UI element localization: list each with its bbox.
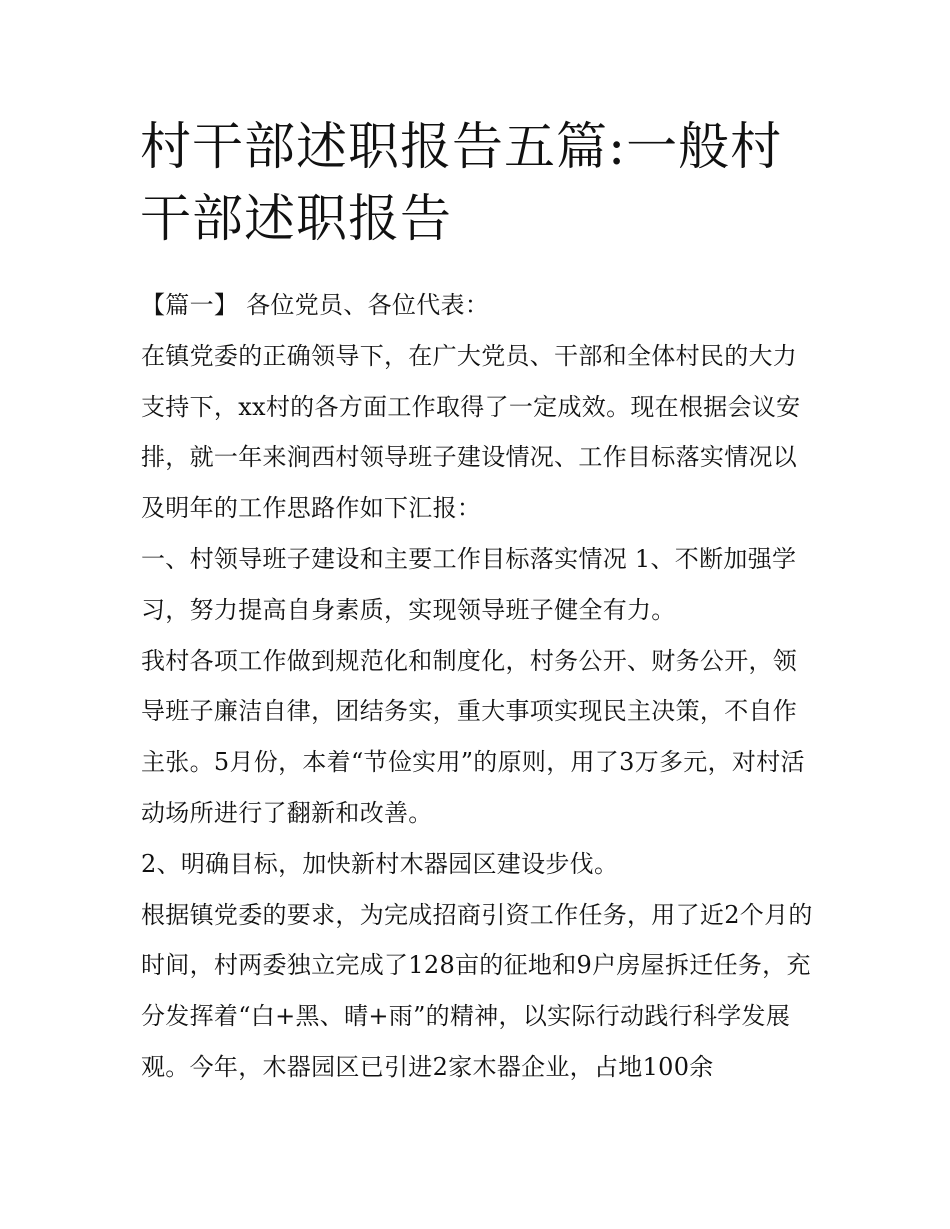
paragraph-item-one: 一、村领导班子建设和主要工作目标落实情况 1、不断加强学习，努力提高自身素质，实现领导班子健全有力。: [141, 544, 797, 624]
document-body: [141, 280, 821, 1093]
paragraph-land-acquisition: 根据镇党委的要求，为完成招商引资工作任务，用了近2个月的时间，村两委独立完成了128亩的征地和9户房屋拆迁任务，充分发挥着“白+黑、晴+雨”的精神，以实际行动践行科学发展观。今年，木器园区已引进2家木器企业，占地100余: [141, 900, 813, 1081]
paragraph-item-two: 2、明确目标，加快新村木器园区建设步伐。: [141, 849, 619, 878]
paragraph-intro: 在镇党委的正确领导下，在广大党员、干部和全体村民的大力支持下，xx村的各方面工作取得了一定成效。现在根据会议安排，就一年来涧西村领导班子建设情况、工作目标落实情况以及明年的工作思路作如下汇报：: [141, 341, 801, 523]
paragraph-section-heading: 【篇一】 各位党员、各位代表：: [141, 291, 490, 319]
paragraph-standardization: 我村各项工作做到规范化和制度化，村务公开、财务公开，领导班子廉洁自律，团结务实，重大事项实现民主决策，不自作主张。5月份，本着“节俭实用”的原则，用了3万多元，对村活动场所进行了翻新和改善。: [141, 646, 805, 827]
document-title: 村干部述职报告五篇:一般村干部述职报告: [140, 118, 783, 249]
